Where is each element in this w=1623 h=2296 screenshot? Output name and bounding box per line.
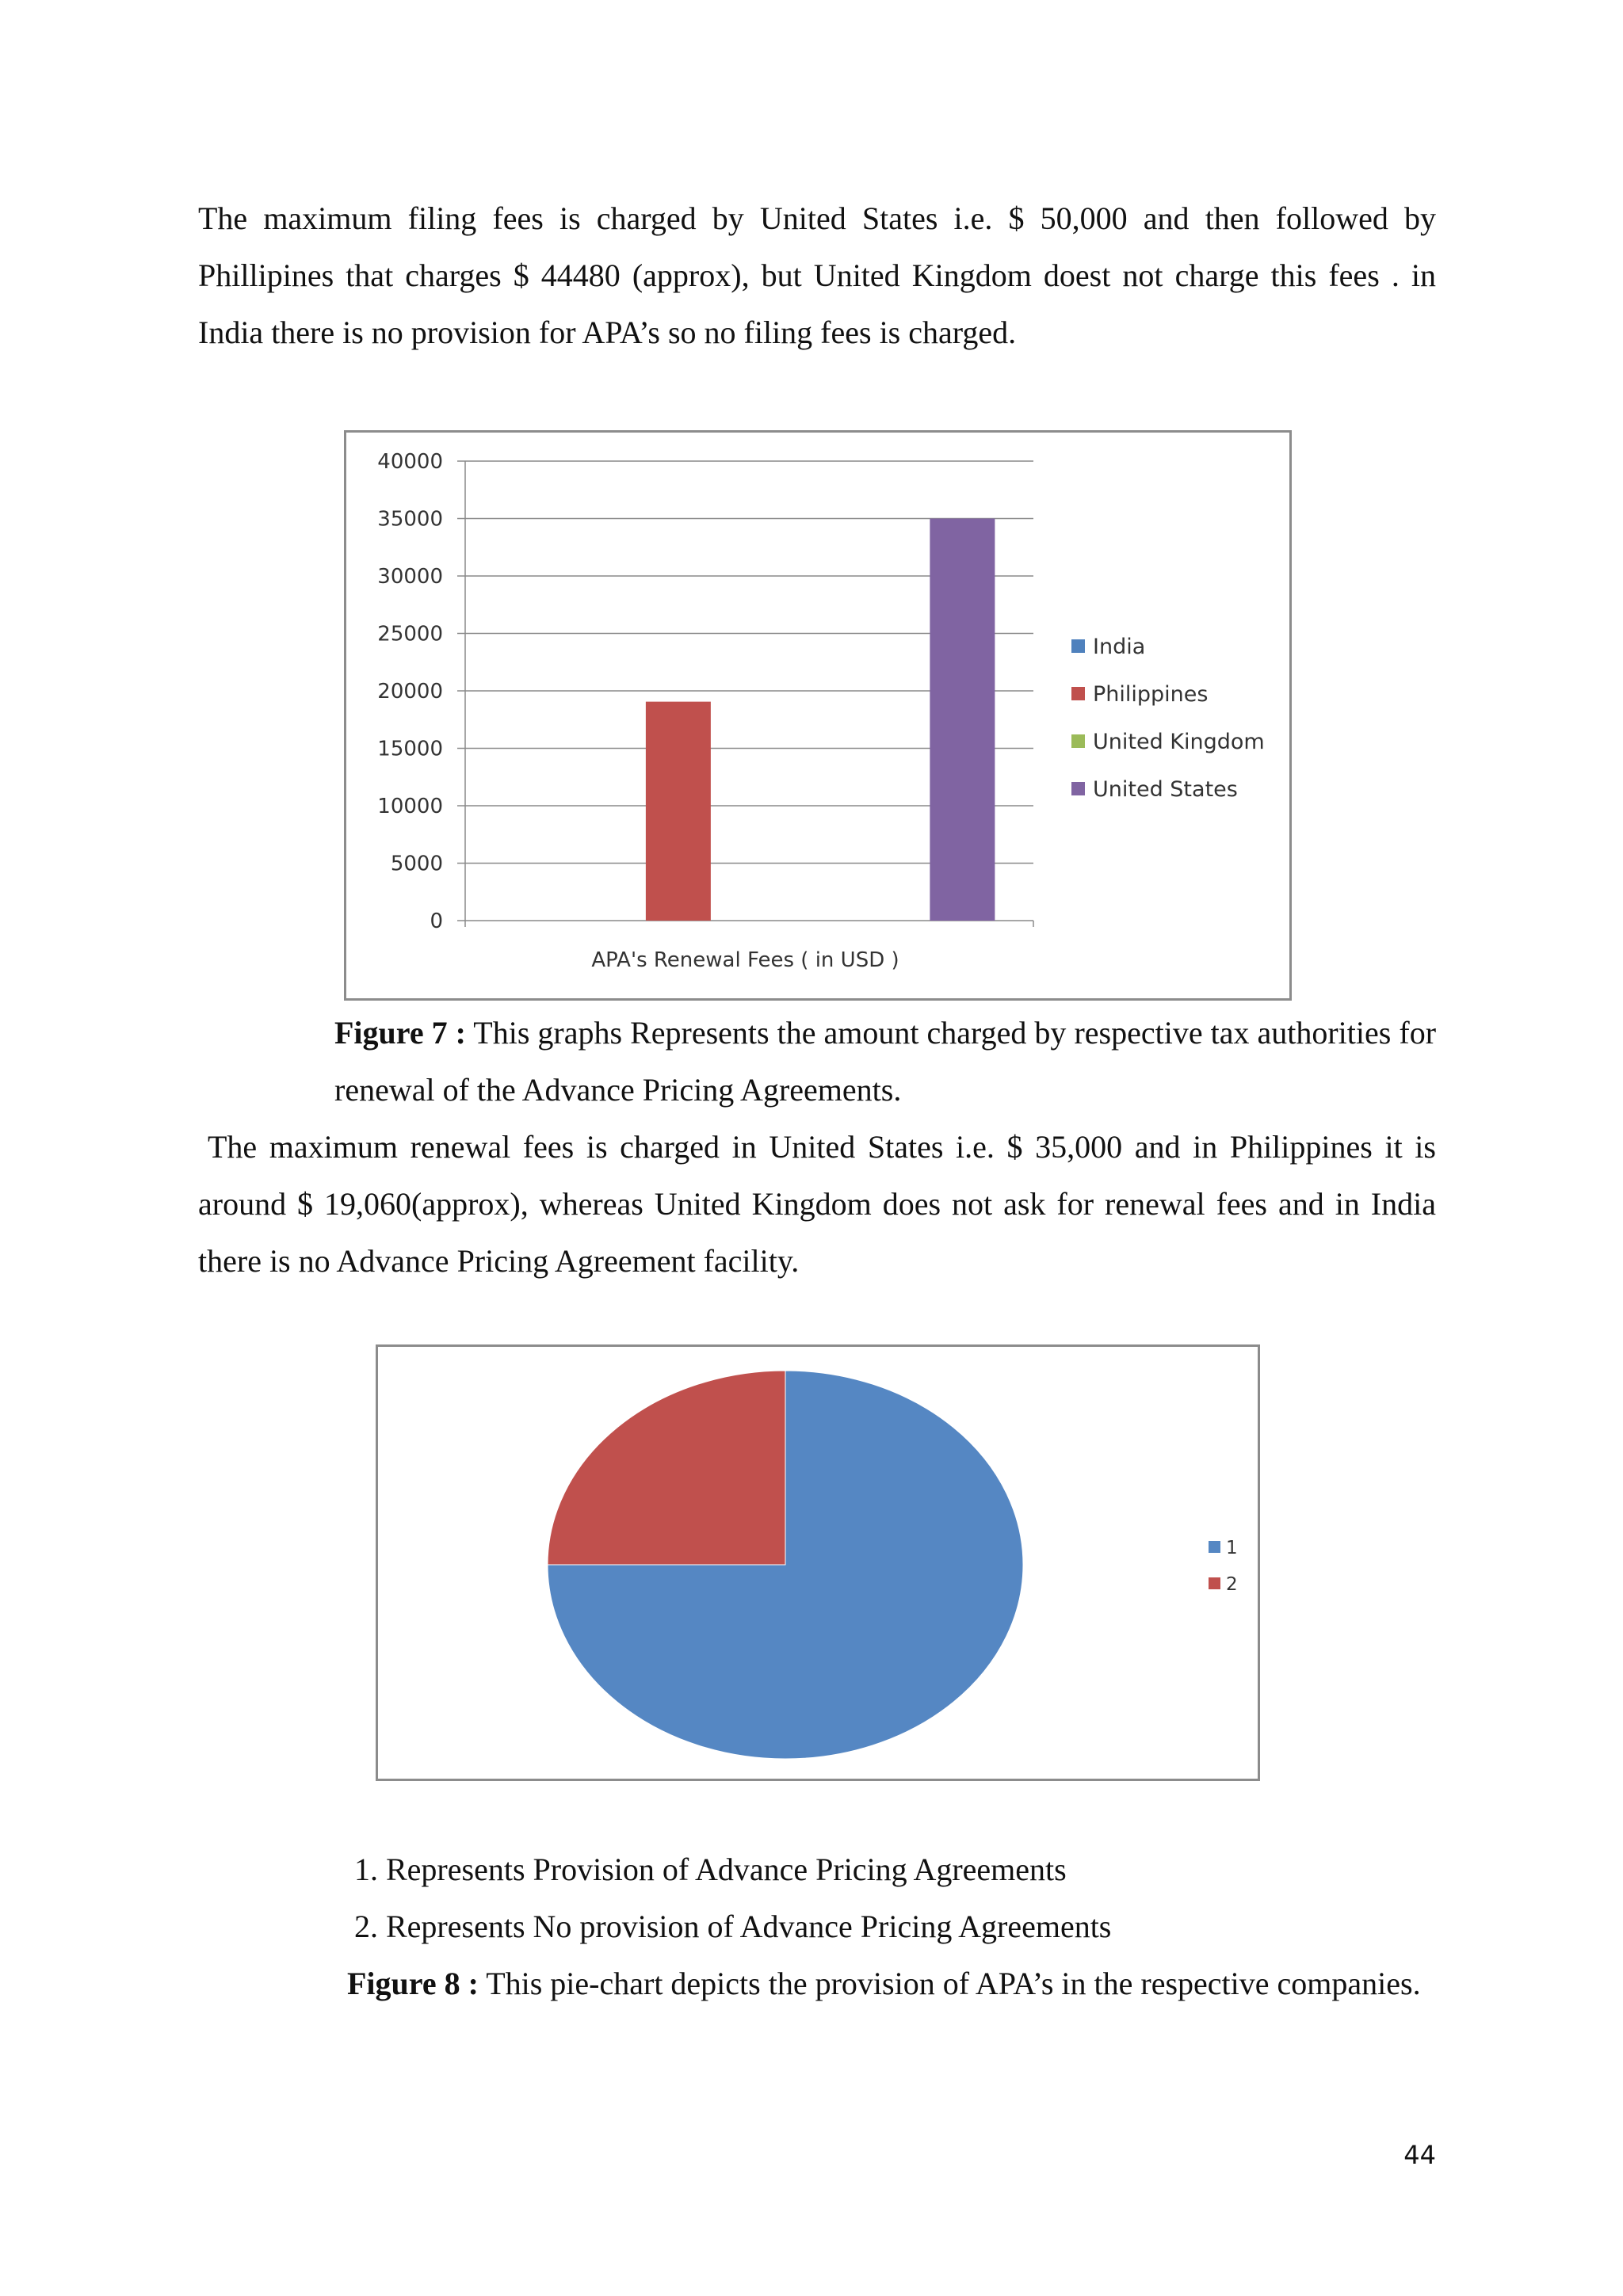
page-number: 44 [1403,2140,1436,2170]
pie-note-1: 1. Represents Provision of Advance Pricing Agreements [354,1852,1067,1887]
pie-legend-swatch [1209,1541,1220,1553]
y-tick-label: 40000 [377,450,443,474]
x-axis-label: APA's Renewal Fees ( in USD ) [591,948,899,972]
figure-8-text: This pie-chart depicts the provision of APA’s in the respective companies. [486,1966,1421,2001]
y-tick-label: 10000 [377,795,443,818]
apa-provision-pie-chart [376,1344,1260,1781]
y-tick-label: 5000 [390,852,443,876]
legend-label: Philippines [1093,682,1209,707]
figure-7-caption [334,1005,1436,1119]
legend-label: United States [1093,777,1238,802]
legend-swatch [1071,639,1085,653]
pie-slice-2 [548,1371,785,1565]
figure-7-text: This graphs Represents the amount charged by respective tax authorities for renewal of the Advance Pricing Agreements. [334,1015,1437,1108]
pie-chart-canvas [378,1347,1258,1779]
pie-legend-label: 2 [1226,1574,1238,1595]
pie-legend-swatch [1209,1577,1220,1589]
y-tick-label: 0 [430,910,443,933]
bar-chart-canvas [346,433,1289,998]
y-tick-label: 30000 [377,565,443,589]
y-tick-label: 20000 [377,680,443,704]
figure-8-caption [347,1955,1436,2012]
legend-swatch [1071,687,1085,700]
y-tick-label: 35000 [377,507,443,532]
filing-fees-paragraph: The maximum filing fees is charged by United States i.e. $ 50,000 and then followed by Phillipines that charges $ 44480 (approx), but United Kingdom doest not charge this fees . in India there is no provision for APA’s so no filing fees is charged. [198,200,1436,350]
legend-swatch [1071,734,1085,748]
pie-note-2: 2. Represents No provision of Advance Pricing Agreements [354,1909,1112,1944]
renewal-fees-paragraph: The maximum renewal fees is charged in United States i.e. $ 35,000 and in Philippines it is around $ 19,060(approx), whereas United Kingdom does not ask for renewal fees and in India there is no Advance Pricing Agreement facility. [198,1129,1436,1279]
y-tick-label: 25000 [377,622,443,646]
legend-label: United Kingdom [1093,730,1265,754]
bar-philippines [646,702,711,921]
bar-united-states [930,519,995,921]
legend-label: India [1093,635,1146,659]
renewal-fees-bar-chart [344,430,1292,1001]
legend-swatch [1071,782,1085,795]
y-tick-label: 15000 [377,737,443,761]
pie-legend-label: 1 [1226,1538,1238,1558]
figure-8-label: Figure 8 : [347,1966,479,2001]
figure-7-label: Figure 7 : [334,1015,466,1051]
